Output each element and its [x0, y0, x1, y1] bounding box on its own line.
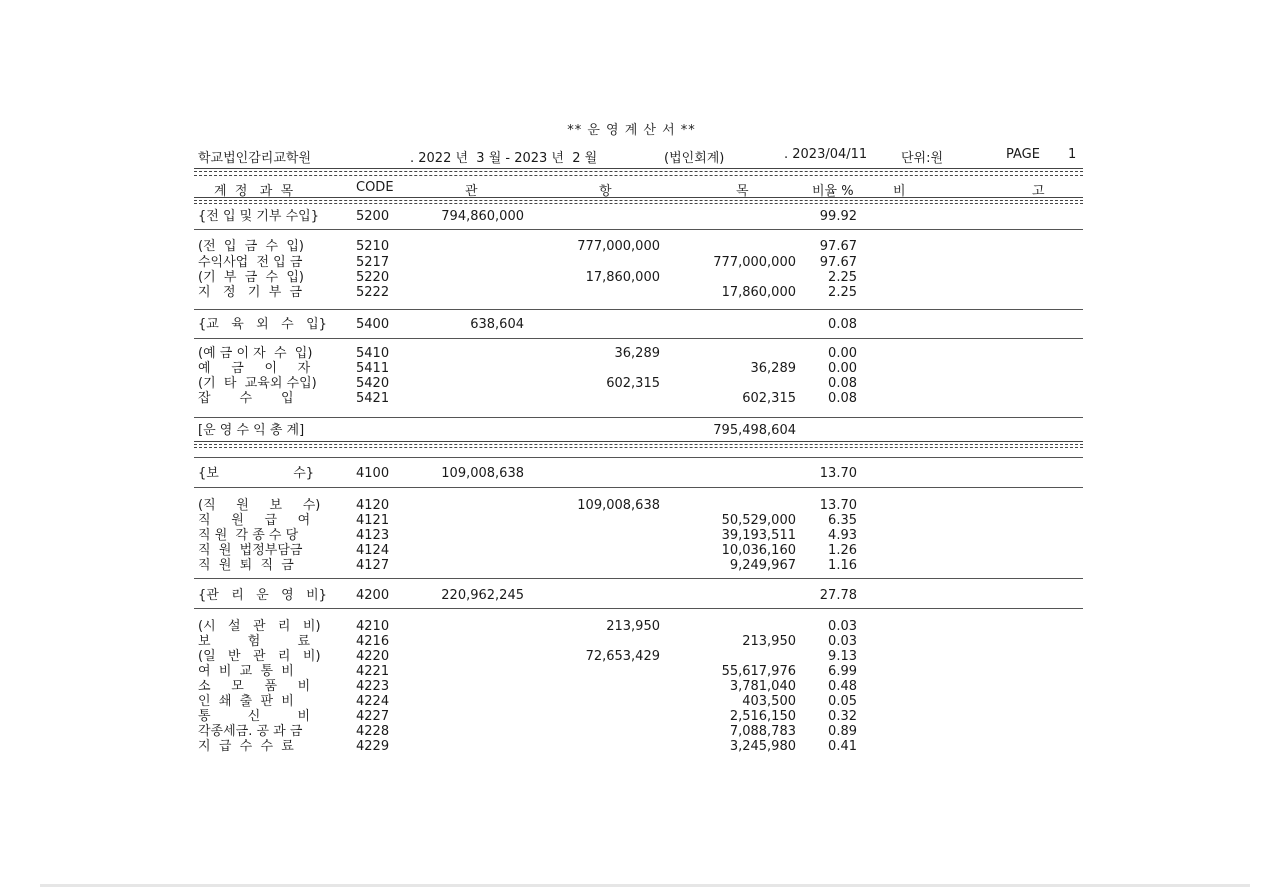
- row-code: 4228: [356, 724, 390, 739]
- fiscal-period: . 2022 년 3 월 - 2023 년 2 월: [410, 151, 598, 166]
- col-header-account: 계 정 과 목: [214, 184, 294, 199]
- row-rate: 13.70: [819, 498, 857, 513]
- institution-name: 학교법인감리교학원: [198, 151, 312, 166]
- row-hang-amount: 72,653,429: [585, 649, 660, 664]
- col-header-hang: 항: [599, 184, 612, 199]
- row-mok-amount: 50,529,000: [721, 513, 796, 528]
- row-code: 4220: [356, 649, 390, 664]
- row-account-name: (시 설 관 리 비): [198, 619, 321, 634]
- row-account-name: 소 모 품 비: [198, 679, 311, 694]
- row-rate: 0.00: [828, 346, 857, 361]
- row-account-name: 수익사업 전 입 금: [198, 255, 303, 270]
- row-rate: 0.41: [828, 739, 857, 754]
- col-header-remark-2: 고: [1032, 184, 1045, 199]
- header-rule-top-2: [194, 171, 1083, 172]
- row-account-name: 여 비 교 통 비: [198, 664, 294, 679]
- row-rate: 0.08: [828, 376, 857, 391]
- accounting-type: (법인회계): [664, 151, 725, 166]
- row-hang-amount: 109,008,638: [577, 498, 660, 513]
- row-rate: 0.00: [828, 361, 857, 376]
- row-hang-amount: 36,289: [614, 346, 660, 361]
- row-rate: 4.93: [828, 528, 857, 543]
- section-rule: [194, 457, 1083, 458]
- row-rate: 9.13: [828, 649, 857, 664]
- row-account-name: 잡 수 입: [198, 391, 294, 406]
- row-mok-amount: 55,617,976: [721, 664, 796, 679]
- row-rate: 97.67: [819, 239, 857, 254]
- row-hang-amount: 777,000,000: [577, 239, 660, 254]
- row-account-name: 지 정 기 부 금: [198, 285, 303, 300]
- col-header-mok: 목: [736, 184, 749, 199]
- row-gwan-amount: 220,962,245: [441, 588, 524, 603]
- col-header-gwan: 관: [465, 184, 478, 199]
- row-hang-amount: 17,860,000: [585, 270, 660, 285]
- row-code: 4100: [356, 466, 390, 481]
- row-code: 4123: [356, 528, 390, 543]
- report-date: . 2023/04/11: [784, 147, 868, 162]
- header-rule-bottom-2: [194, 200, 1083, 201]
- row-code: 4227: [356, 709, 390, 724]
- row-code: 5217: [356, 255, 390, 270]
- row-code: 4200: [356, 588, 390, 603]
- row-mok-amount: 36,289: [750, 361, 796, 376]
- col-header-rate: 비율 %: [812, 184, 854, 199]
- header-rule-top-3: [194, 175, 1083, 176]
- row-code: 4120: [356, 498, 390, 513]
- row-account-name: {교 육 외 수 입}: [198, 317, 327, 332]
- row-account-name: 예 금 이 자: [198, 361, 311, 376]
- row-code: 4121: [356, 513, 390, 528]
- unit-label: 단위:원: [901, 151, 944, 166]
- row-code: 5222: [356, 285, 390, 300]
- row-account-name: (기 부 금 수 입): [198, 270, 304, 285]
- row-mok-amount: 777,000,000: [713, 255, 796, 270]
- row-account-name: 보 험 료: [198, 634, 311, 649]
- row-account-name: 직 원 각 종 수 당: [198, 528, 299, 543]
- page-number: 1: [1068, 147, 1077, 162]
- row-mok-amount: 3,245,980: [729, 739, 796, 754]
- row-mok-amount: 213,950: [742, 634, 796, 649]
- row-rate: 1.26: [828, 543, 857, 558]
- row-code: 5410: [356, 346, 390, 361]
- row-account-name: (일 반 관 리 비): [198, 649, 321, 664]
- row-gwan-amount: 794,860,000: [441, 209, 524, 224]
- row-account-name: 직 원 법정부담금: [198, 543, 303, 558]
- section-rule: [194, 417, 1083, 418]
- row-account-name: 직 원 퇴 직 금: [198, 558, 294, 573]
- row-mok-amount: 10,036,160: [721, 543, 796, 558]
- row-code: 4221: [356, 664, 390, 679]
- row-rate: 6.99: [828, 664, 857, 679]
- row-code: 5220: [356, 270, 390, 285]
- page-label: PAGE: [1006, 147, 1040, 162]
- row-account-name: 통 신 비: [198, 709, 311, 724]
- row-account-name: (예 금 이 자 수 입): [198, 346, 313, 361]
- row-account-name: 직 원 급 여: [198, 513, 311, 528]
- total-rule-1: [194, 441, 1083, 442]
- row-account-name: 지 급 수 수 료: [198, 739, 294, 754]
- col-header-code: CODE: [356, 180, 394, 195]
- row-rate: 2.25: [828, 285, 857, 300]
- total-rule-2: [194, 444, 1083, 445]
- section-rule: [194, 608, 1083, 609]
- row-mok-amount: 3,781,040: [729, 679, 796, 694]
- row-rate: 0.89: [828, 724, 857, 739]
- row-rate: 1.16: [828, 558, 857, 573]
- row-mok-amount: 39,193,511: [721, 528, 796, 543]
- row-code: 5210: [356, 239, 390, 254]
- row-account-name: {전 입 및 기부 수입}: [198, 209, 319, 224]
- total-revenue-amount: 795,498,604: [713, 423, 796, 438]
- row-code: 5420: [356, 376, 390, 391]
- row-rate: 2.25: [828, 270, 857, 285]
- header-rule-bottom-1: [194, 197, 1083, 198]
- row-mok-amount: 7,088,783: [729, 724, 796, 739]
- row-rate: 27.78: [819, 588, 857, 603]
- row-hang-amount: 213,950: [606, 619, 660, 634]
- row-mok-amount: 17,860,000: [721, 285, 796, 300]
- row-mok-amount: 602,315: [742, 391, 796, 406]
- row-account-name: (전 입 금 수 입): [198, 239, 304, 254]
- row-rate: 99.92: [819, 209, 857, 224]
- report-title: ** 운 영 계 산 서 **: [567, 123, 696, 138]
- row-code: 4124: [356, 543, 390, 558]
- section-rule: [194, 338, 1083, 339]
- row-rate: 97.67: [819, 255, 857, 270]
- row-mok-amount: 403,500: [742, 694, 796, 709]
- row-rate: 0.05: [828, 694, 857, 709]
- row-mok-amount: 2,516,150: [729, 709, 796, 724]
- row-code: 5411: [356, 361, 390, 376]
- row-account-name: {보 수}: [198, 466, 315, 481]
- section-rule: [194, 229, 1083, 230]
- row-rate: 0.48: [828, 679, 857, 694]
- row-account-name: 각종세금. 공 과 금: [198, 724, 303, 739]
- row-code: 4216: [356, 634, 390, 649]
- row-code: 5200: [356, 209, 390, 224]
- row-account-name: (직 원 보 수): [198, 498, 321, 513]
- row-rate: 0.08: [828, 391, 857, 406]
- section-rule: [194, 487, 1083, 488]
- row-gwan-amount: 109,008,638: [441, 466, 524, 481]
- row-rate: 0.03: [828, 634, 857, 649]
- total-rule-3: [194, 447, 1083, 448]
- row-mok-amount: 9,249,967: [729, 558, 796, 573]
- total-revenue-label: [운 영 수 익 총 계]: [198, 423, 305, 438]
- row-account-name: 인 쇄 출 판 비: [198, 694, 294, 709]
- header-rule-bottom-3: [194, 203, 1083, 204]
- row-hang-amount: 602,315: [606, 376, 660, 391]
- row-account-name: {관 리 운 영 비}: [198, 588, 327, 603]
- row-gwan-amount: 638,604: [470, 317, 524, 332]
- section-rule: [194, 578, 1083, 579]
- row-rate: 0.08: [828, 317, 857, 332]
- row-rate: 6.35: [828, 513, 857, 528]
- row-code: 4210: [356, 619, 390, 634]
- row-code: 4224: [356, 694, 390, 709]
- row-rate: 0.32: [828, 709, 857, 724]
- section-rule: [194, 309, 1083, 310]
- col-header-remark-1: 비: [893, 184, 906, 199]
- row-code: 4223: [356, 679, 390, 694]
- row-rate: 13.70: [819, 466, 857, 481]
- row-code: 5421: [356, 391, 390, 406]
- scan-edge-shadow: [40, 884, 1250, 887]
- row-code: 5400: [356, 317, 390, 332]
- row-account-name: (기 타 교육외 수입): [198, 376, 317, 391]
- header-rule-top-1: [194, 168, 1083, 169]
- row-code: 4229: [356, 739, 390, 754]
- row-rate: 0.03: [828, 619, 857, 634]
- row-code: 4127: [356, 558, 390, 573]
